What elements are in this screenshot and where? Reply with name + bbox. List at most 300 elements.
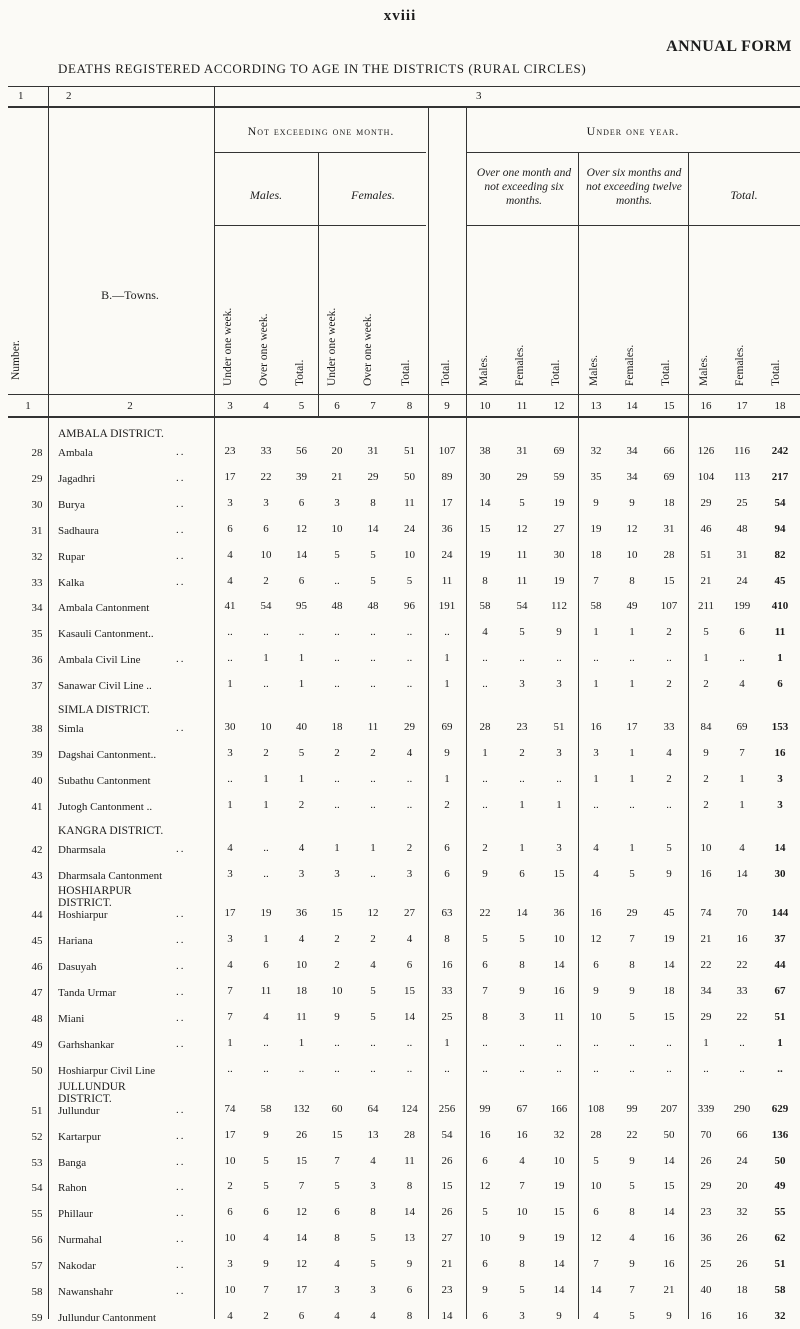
table-cell: 37 bbox=[774, 933, 786, 946]
top-strip-divider-1 bbox=[48, 86, 49, 106]
table-cell: .. bbox=[444, 626, 450, 639]
table-cell: .. bbox=[370, 652, 376, 665]
table-cell: 5 bbox=[263, 1180, 269, 1193]
table-row bbox=[0, 1057, 800, 1082]
table-cell: 50 bbox=[404, 470, 415, 483]
table-cell: 69 bbox=[553, 445, 565, 457]
table-cell: 11 bbox=[296, 1011, 307, 1023]
table-cell: 20 bbox=[331, 445, 343, 457]
table-cell: 23 bbox=[441, 1284, 453, 1296]
table-cell: 199 bbox=[733, 600, 751, 613]
table-cell: .. bbox=[370, 1036, 376, 1049]
table-cell: 54 bbox=[516, 600, 528, 613]
table-cell: .. bbox=[519, 652, 525, 665]
table-cell: .. bbox=[519, 1062, 525, 1075]
table-cell: 4 bbox=[227, 574, 233, 587]
table-cell: 26 bbox=[441, 1154, 453, 1167]
table-cell: 5 bbox=[666, 841, 672, 854]
table-cell: 5 bbox=[370, 1011, 376, 1023]
table-cell: 30 bbox=[479, 470, 491, 483]
form-subtitle: DEATHS REGISTERED ACCORDING TO AGE IN THE DISTRICTS (RURAL CIRCLES) bbox=[58, 61, 587, 76]
table-cell: 6 bbox=[406, 1284, 413, 1296]
row-number: 31 bbox=[31, 524, 43, 537]
row-number: 35 bbox=[31, 628, 43, 641]
table-cell: 12 bbox=[296, 1258, 307, 1271]
table-cell: 16 bbox=[736, 933, 748, 946]
table-cell: .. bbox=[482, 652, 488, 665]
table-row bbox=[0, 1278, 800, 1303]
table-row bbox=[0, 1031, 800, 1056]
table-cell: 22 bbox=[736, 959, 748, 972]
colnum-bottom-rule bbox=[8, 416, 800, 418]
table-cell: 4 bbox=[482, 626, 488, 639]
table-cell: 4 bbox=[406, 933, 413, 946]
table-row bbox=[0, 793, 800, 818]
table-cell: 3 bbox=[370, 1180, 376, 1193]
table-cell: 26 bbox=[700, 1154, 712, 1167]
column-number: 18 bbox=[774, 400, 786, 412]
table-cell: 14 bbox=[553, 1258, 565, 1271]
table-cell: 10 bbox=[700, 841, 712, 854]
table-cell: 2 bbox=[263, 1309, 269, 1322]
table-cell: 8 bbox=[334, 1232, 340, 1245]
table-cell: 4 bbox=[298, 933, 305, 946]
table-cell: 50 bbox=[774, 1154, 786, 1167]
table-cell: 27 bbox=[441, 1232, 453, 1245]
table-cell: 17 bbox=[441, 496, 453, 509]
table-row bbox=[0, 1005, 800, 1030]
table-cell: 74 bbox=[224, 1102, 236, 1115]
table-cell: .. bbox=[263, 1062, 269, 1075]
table-cell: 10 bbox=[516, 1206, 528, 1219]
table-cell: .. bbox=[263, 626, 269, 639]
table-cell: 48 bbox=[331, 600, 343, 613]
table-cell: 4 bbox=[263, 1232, 269, 1245]
table-cell: .. bbox=[334, 652, 340, 665]
table-cell: .. bbox=[556, 1062, 562, 1075]
table-cell: 17 bbox=[296, 1284, 307, 1296]
table-cell: 1 bbox=[777, 1036, 783, 1049]
table-cell: .. bbox=[593, 1036, 599, 1049]
table-cell: 4 bbox=[334, 1258, 340, 1271]
table-cell: 21 bbox=[700, 933, 712, 946]
row-number: 40 bbox=[31, 774, 43, 787]
row-number: 41 bbox=[31, 800, 43, 813]
town-name: Rupar bbox=[58, 550, 85, 563]
table-cell: 11 bbox=[553, 1011, 565, 1023]
vline-period-divider-1 bbox=[578, 152, 579, 416]
table-cell: .. bbox=[263, 841, 269, 854]
table-cell: 2 bbox=[263, 746, 269, 759]
table-cell: 2 bbox=[703, 678, 709, 691]
town-name: Nakodar bbox=[58, 1260, 96, 1273]
table-cell: 14 bbox=[663, 1206, 675, 1219]
leader-dots: .. bbox=[176, 471, 186, 484]
table-cell: 6 bbox=[777, 678, 783, 691]
table-cell: 14 bbox=[367, 522, 379, 535]
town-name: Hariana bbox=[58, 935, 93, 948]
table-cell: 1 bbox=[263, 798, 269, 811]
table-cell: 41 bbox=[224, 600, 236, 613]
top-strip-bottom-rule bbox=[8, 106, 800, 108]
table-cell: 9 bbox=[482, 1284, 488, 1296]
table-cell: 1 bbox=[629, 772, 635, 785]
table-cell: 4 bbox=[406, 746, 413, 759]
table-cell: 89 bbox=[441, 470, 453, 483]
table-cell: 3 bbox=[556, 678, 562, 691]
table-cell: 7 bbox=[227, 1011, 233, 1023]
header-under-one-year: Under one year. bbox=[586, 124, 680, 138]
table-cell: 5 bbox=[406, 574, 413, 587]
table-cell: 15 bbox=[331, 907, 343, 920]
table-cell: 21 bbox=[331, 470, 343, 483]
town-name: Phillaur bbox=[58, 1208, 93, 1221]
column-number: 7 bbox=[370, 400, 376, 412]
table-cell: 32 bbox=[774, 1309, 786, 1322]
table-cell: 410 bbox=[771, 600, 789, 613]
table-cell: 191 bbox=[438, 600, 456, 613]
table-cell: 5 bbox=[519, 933, 525, 946]
table-cell: 1 bbox=[703, 652, 709, 665]
table-cell: 9 bbox=[406, 1258, 413, 1271]
leader-dots: .. bbox=[176, 1155, 186, 1168]
table-cell: 15 bbox=[663, 1180, 675, 1193]
table-cell: 5 bbox=[703, 626, 709, 639]
table-cell: 2 bbox=[370, 933, 376, 946]
table-cell: 9 bbox=[666, 867, 672, 880]
body-vertical-rule bbox=[578, 416, 579, 1319]
table-cell: .. bbox=[666, 652, 672, 665]
table-cell: 10 bbox=[590, 1180, 602, 1193]
column-number: 5 bbox=[298, 400, 305, 412]
table-cell: 32 bbox=[590, 445, 602, 457]
header-total-group: Total. bbox=[730, 188, 758, 202]
table-cell: 51 bbox=[774, 1258, 786, 1271]
table-cell: 28 bbox=[663, 548, 675, 561]
table-cell: 8 bbox=[629, 1206, 635, 1219]
table-cell: 3 bbox=[227, 496, 233, 509]
table-cell: 2 bbox=[666, 626, 672, 639]
table-cell: 11 bbox=[516, 574, 528, 587]
table-cell: 16 bbox=[516, 1128, 528, 1141]
table-cell: .. bbox=[482, 1036, 488, 1049]
table-row bbox=[0, 927, 800, 952]
table-cell: 5 bbox=[593, 1154, 599, 1167]
table-cell: 24 bbox=[736, 1154, 748, 1167]
table-row bbox=[0, 491, 800, 516]
table-cell: 51 bbox=[404, 445, 415, 457]
table-cell: 34 bbox=[626, 445, 638, 457]
table-cell: 1 bbox=[444, 1036, 450, 1049]
town-name: Kartarpur bbox=[58, 1130, 101, 1143]
table-cell: 19 bbox=[479, 548, 491, 561]
table-cell: 7 bbox=[629, 933, 635, 946]
table-cell: 30 bbox=[774, 867, 786, 880]
row-number: 51 bbox=[31, 1104, 43, 1117]
table-cell: 2 bbox=[444, 798, 450, 811]
table-row bbox=[0, 741, 800, 766]
table-cell: 48 bbox=[736, 522, 748, 535]
leader-dots: .. bbox=[176, 446, 186, 458]
table-cell: 4 bbox=[593, 841, 599, 854]
table-cell: 2 bbox=[263, 574, 269, 587]
table-cell: 10 bbox=[553, 933, 565, 946]
table-cell: 9 bbox=[334, 1011, 340, 1023]
row-number: 52 bbox=[31, 1130, 43, 1143]
table-cell: 94 bbox=[774, 522, 786, 535]
table-cell: 34 bbox=[626, 470, 638, 483]
table-cell: 1 bbox=[629, 678, 635, 691]
table-cell: 18 bbox=[736, 1284, 748, 1296]
table-cell: 7 bbox=[227, 985, 233, 998]
table-cell: 6 bbox=[298, 574, 305, 587]
table-cell: 16 bbox=[700, 1309, 712, 1322]
table-cell: .. bbox=[227, 772, 233, 785]
table-cell: 14 bbox=[296, 1232, 307, 1245]
table-cell: 7 bbox=[593, 574, 599, 587]
table-cell: .. bbox=[739, 652, 745, 665]
table-cell: 51 bbox=[774, 1011, 786, 1023]
table-cell: 108 bbox=[587, 1102, 605, 1115]
table-cell: 25 bbox=[736, 496, 748, 509]
table-cell: .. bbox=[666, 798, 672, 811]
table-cell: 14 bbox=[553, 959, 565, 972]
table-cell: 7 bbox=[482, 985, 488, 998]
row-number: 58 bbox=[31, 1286, 43, 1298]
header-towns: B.—Towns. bbox=[101, 288, 159, 302]
table-cell: 8 bbox=[406, 1180, 413, 1193]
table-cell: 4 bbox=[666, 746, 672, 759]
column-number: 14 bbox=[626, 400, 638, 412]
row-number: 57 bbox=[31, 1260, 43, 1273]
table-cell: 23 bbox=[516, 721, 528, 733]
table-cell: 1 bbox=[629, 746, 635, 759]
table-cell: 24 bbox=[441, 548, 453, 561]
table-cell: 2 bbox=[334, 746, 340, 759]
table-cell: 27 bbox=[553, 522, 565, 535]
table-cell: 21 bbox=[700, 574, 712, 587]
leader-dots: .. bbox=[176, 960, 186, 973]
table-cell: 14 bbox=[663, 959, 675, 972]
row-number: 42 bbox=[31, 843, 43, 856]
table-cell: 29 bbox=[700, 496, 712, 509]
table-cell: .. bbox=[370, 798, 376, 811]
table-cell: .. bbox=[370, 867, 376, 880]
table-cell: 22 bbox=[260, 470, 272, 483]
table-cell: 13 bbox=[367, 1128, 379, 1141]
town-name: Burya bbox=[58, 498, 85, 511]
table-cell: 15 bbox=[296, 1154, 307, 1167]
table-cell: 96 bbox=[404, 600, 415, 613]
table-cell: 8 bbox=[482, 1011, 488, 1023]
row-number: 48 bbox=[31, 1013, 43, 1025]
table-cell: 3 bbox=[777, 798, 783, 811]
column-number: 11 bbox=[516, 400, 528, 412]
header-bottom-rule bbox=[8, 394, 800, 395]
header-over-one-week-f: Over one week. bbox=[362, 313, 374, 386]
leader-dots: .. bbox=[176, 1233, 186, 1246]
table-cell: 3 bbox=[227, 1258, 233, 1271]
table-cell: 4 bbox=[739, 678, 745, 691]
table-cell: 6 bbox=[263, 522, 269, 535]
table-cell: 1 bbox=[629, 841, 635, 854]
table-row bbox=[0, 517, 800, 542]
table-cell: 54 bbox=[260, 600, 272, 613]
header-total-month: Total. bbox=[440, 359, 452, 386]
table-cell: .. bbox=[666, 1062, 672, 1075]
table-cell: 30 bbox=[553, 548, 565, 561]
table-cell: .. bbox=[593, 652, 599, 665]
town-name: Hoshiarpur bbox=[58, 909, 108, 922]
table-cell: .. bbox=[406, 1036, 413, 1049]
table-cell: 211 bbox=[697, 600, 715, 613]
row-number: 50 bbox=[31, 1064, 43, 1077]
table-cell: 3 bbox=[519, 1309, 525, 1322]
table-cell: 2 bbox=[703, 798, 709, 811]
table-cell: 17 bbox=[224, 907, 236, 920]
column-number: 1 bbox=[25, 400, 31, 412]
table-cell: 5 bbox=[370, 985, 376, 998]
table-cell: 48 bbox=[367, 600, 379, 613]
row-number: 54 bbox=[31, 1182, 43, 1195]
table-cell: 4 bbox=[370, 1154, 376, 1167]
table-row bbox=[0, 1304, 800, 1329]
table-cell: 24 bbox=[736, 574, 748, 587]
table-row bbox=[0, 901, 800, 926]
table-cell: 3 bbox=[334, 496, 340, 509]
table-cell: 28 bbox=[590, 1128, 602, 1141]
row-number: 34 bbox=[31, 602, 43, 615]
header-total-c: Total. bbox=[770, 359, 782, 386]
leader-dots: .. bbox=[176, 934, 186, 947]
table-cell: 1 bbox=[519, 841, 525, 854]
table-cell: 15 bbox=[479, 522, 491, 535]
table-cell: 5 bbox=[482, 933, 488, 946]
header-females-c: Females. bbox=[734, 344, 746, 386]
top-strip-divider-2 bbox=[214, 86, 215, 106]
header-total-m: Total. bbox=[294, 359, 306, 386]
town-name: Garhshankar bbox=[58, 1038, 115, 1051]
table-cell: .. bbox=[519, 1036, 525, 1049]
table-cell: 16 bbox=[663, 1258, 675, 1271]
header-under-one-week-m: Under one week. bbox=[222, 307, 234, 386]
table-cell: 95 bbox=[296, 600, 307, 613]
table-cell: 1 bbox=[334, 841, 340, 854]
table-cell: 629 bbox=[771, 1102, 789, 1115]
table-row bbox=[0, 1226, 800, 1251]
table-cell: 19 bbox=[663, 933, 675, 946]
table-cell: 70 bbox=[736, 907, 748, 920]
table-cell: 1 bbox=[444, 678, 450, 691]
table-cell: 1 bbox=[593, 772, 599, 785]
town-name: Dharmsala Cantonment bbox=[58, 869, 163, 882]
table-cell: 4 bbox=[593, 1309, 599, 1322]
table-cell: 18 bbox=[663, 985, 675, 998]
table-cell: 99 bbox=[626, 1102, 638, 1115]
table-cell: 10 bbox=[224, 1232, 236, 1245]
table-cell: 5 bbox=[370, 574, 376, 587]
leader-dots: .. bbox=[176, 1285, 186, 1297]
table-row bbox=[0, 439, 800, 464]
table-cell: 8 bbox=[482, 574, 488, 587]
table-cell: 1 bbox=[739, 772, 745, 785]
table-cell: 113 bbox=[733, 470, 751, 483]
table-cell: 126 bbox=[697, 445, 715, 457]
table-cell: 14 bbox=[296, 548, 307, 561]
table-row bbox=[0, 862, 800, 887]
table-cell: 2 bbox=[298, 798, 305, 811]
table-cell: 3 bbox=[334, 867, 340, 880]
row-number: 45 bbox=[31, 935, 43, 948]
table-cell: 5 bbox=[334, 1180, 340, 1193]
table-cell: .. bbox=[629, 1036, 635, 1049]
table-cell: 9 bbox=[444, 746, 450, 759]
leader-dots: .. bbox=[176, 986, 186, 999]
table-cell: 5 bbox=[629, 1011, 635, 1023]
table-cell: 26 bbox=[296, 1128, 307, 1141]
table-cell: 7 bbox=[739, 746, 745, 759]
table-cell: 4 bbox=[227, 1309, 233, 1322]
table-cell: 23 bbox=[224, 445, 236, 457]
table-cell: 12 bbox=[296, 1206, 307, 1219]
table-cell: .. bbox=[227, 652, 233, 665]
table-cell: 66 bbox=[663, 445, 675, 457]
table-cell: 50 bbox=[663, 1128, 675, 1141]
town-name: Miani bbox=[58, 1013, 85, 1025]
table-cell: .. bbox=[370, 678, 376, 691]
table-cell: .. bbox=[370, 1062, 376, 1075]
body-vertical-rule bbox=[466, 416, 467, 1319]
leader-dots: .. bbox=[176, 1037, 186, 1050]
table-cell: .. bbox=[629, 652, 635, 665]
table-cell: 12 bbox=[296, 522, 307, 535]
table-cell: 16 bbox=[479, 1128, 491, 1141]
table-cell: 12 bbox=[367, 907, 379, 920]
table-cell: 256 bbox=[438, 1102, 456, 1115]
table-cell: 70 bbox=[700, 1128, 712, 1141]
table-cell: 1 bbox=[263, 933, 269, 946]
body-vertical-rule bbox=[428, 416, 429, 1319]
table-cell: 29 bbox=[626, 907, 638, 920]
table-cell: 40 bbox=[296, 721, 307, 733]
district-heading: SIMLA DISTRICT. bbox=[58, 704, 150, 716]
table-cell: 22 bbox=[700, 959, 712, 972]
table-cell: 51 bbox=[700, 548, 712, 561]
table-cell: 10 bbox=[553, 1154, 565, 1167]
table-cell: 27 bbox=[404, 907, 415, 920]
table-cell: 11 bbox=[404, 496, 415, 509]
town-name: Jullundur bbox=[58, 1104, 100, 1117]
table-cell: 33 bbox=[736, 985, 748, 998]
town-name: Dasuyah bbox=[58, 961, 97, 974]
table-cell: 19 bbox=[553, 574, 565, 587]
row-number: 47 bbox=[31, 987, 43, 1000]
table-cell: 15 bbox=[663, 1011, 675, 1023]
table-cell: .. bbox=[334, 678, 340, 691]
table-cell: 7 bbox=[263, 1284, 269, 1296]
column-number: 13 bbox=[590, 400, 602, 412]
table-cell: 6 bbox=[519, 867, 525, 880]
table-cell: 7 bbox=[519, 1180, 525, 1193]
table-cell: 11 bbox=[260, 985, 272, 998]
table-cell: 62 bbox=[774, 1232, 786, 1245]
table-cell: 58 bbox=[590, 600, 602, 613]
table-cell: 14 bbox=[553, 1284, 565, 1296]
table-cell: 4 bbox=[227, 841, 233, 854]
row-number: 43 bbox=[31, 869, 43, 882]
table-cell: .. bbox=[556, 772, 562, 785]
table-cell: 1 bbox=[777, 652, 783, 665]
